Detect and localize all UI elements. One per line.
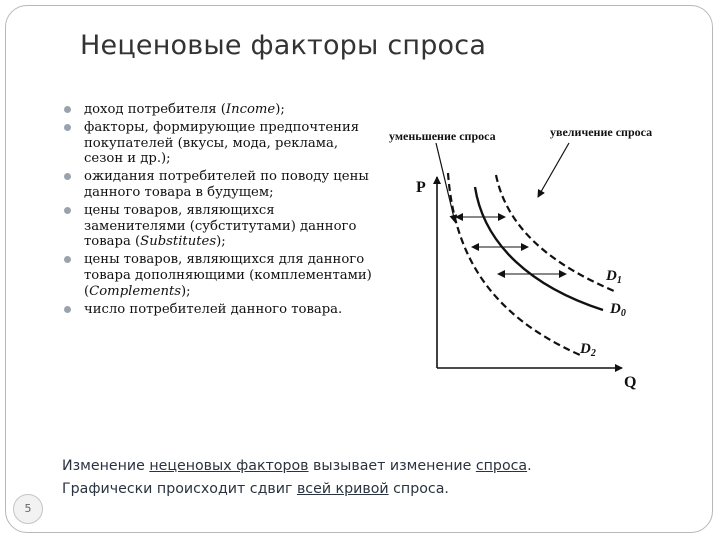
conclusion-line: Изменение неценовых факторов вызывает изменение спроса. bbox=[62, 458, 532, 474]
bullet-icon bbox=[64, 207, 71, 214]
bullet-icon bbox=[64, 256, 71, 263]
bullet-term: Complements bbox=[89, 283, 182, 299]
bullet-term: Substitutes bbox=[140, 234, 217, 250]
list-item bbox=[64, 252, 374, 299]
bullet-icon bbox=[64, 106, 71, 113]
slide-title: Неценовые факторы спроса bbox=[80, 30, 487, 61]
factor-list bbox=[64, 102, 374, 319]
axis-p-label: P bbox=[416, 179, 426, 196]
axis-q-label: Q bbox=[624, 374, 637, 391]
curve-d0 bbox=[475, 187, 603, 310]
bullet-term: Income bbox=[225, 102, 276, 117]
label-increase: увеличение спроса bbox=[550, 125, 653, 139]
bullet-text: цены товаров, являющихся заменителями (субститутами) данного товара ( bbox=[84, 202, 357, 250]
curve-d2-label: $D_2$ bbox=[580, 341, 596, 359]
conclusion-line: Графически происходит сдвиг всей кривой спроса. bbox=[62, 481, 449, 497]
bullet-text: ожидания потребителей по поводу цены данного товара в будущем; bbox=[84, 169, 369, 200]
curve-d0-label: $D_0$ bbox=[610, 301, 626, 319]
list-item bbox=[64, 169, 374, 201]
bullet-text: факторы, формирующие предпочтения покупателей (вкусы, мода, реклама, сезон и др.); bbox=[84, 119, 360, 167]
page-number-badge: 5 bbox=[13, 494, 43, 524]
bullet-text: доход потребителя ( bbox=[84, 102, 226, 117]
bullet-text: ); bbox=[216, 234, 226, 250]
list-item bbox=[64, 203, 374, 250]
bullet-icon bbox=[64, 306, 71, 313]
list-item bbox=[64, 302, 374, 318]
list-item bbox=[64, 120, 374, 167]
curve-d2 bbox=[448, 173, 580, 355]
bullet-icon bbox=[64, 124, 71, 131]
bullet-text: число потребителей данного товара. bbox=[84, 301, 343, 317]
bullet-icon bbox=[64, 173, 71, 180]
list-item bbox=[64, 102, 374, 118]
label-decrease: уменьшение спроса bbox=[389, 129, 496, 143]
pointer-increase bbox=[538, 143, 569, 197]
bullet-text: ); bbox=[181, 283, 191, 299]
conclusion-text bbox=[62, 455, 702, 501]
demand-shift-diagram bbox=[380, 115, 670, 405]
curve-d1-label: $D_1$ bbox=[606, 268, 622, 286]
bullet-text: ); bbox=[275, 102, 285, 117]
bullet-text: цены товаров, являющихся для данного товара дополняющими (комплементами) ( bbox=[84, 252, 372, 299]
